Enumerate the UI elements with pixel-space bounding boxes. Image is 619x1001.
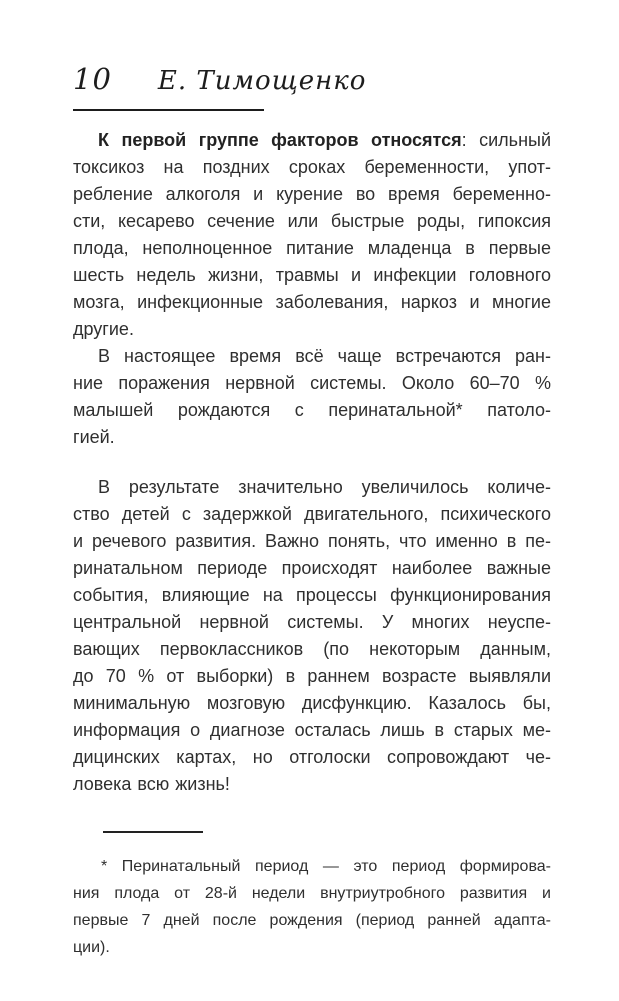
text-line: [73, 343, 551, 370]
text-segment: дицинских картах, но отголоски сопровождают че-: [73, 747, 551, 767]
text-segment: ния плода от 28-й недели внутриутробного развития и: [73, 885, 551, 902]
text-line: [73, 555, 551, 582]
text-line: [73, 880, 551, 907]
text-line: [73, 181, 551, 208]
bold-text-segment: К первой группе факторов относятся: [98, 130, 462, 150]
text-line: [73, 853, 551, 880]
text-segment: другие.: [73, 319, 134, 339]
text-segment: минимальную мозговую дисфункцию. Казалось бы,: [73, 693, 551, 713]
text-segment: В результате значительно увеличилось количе-: [98, 477, 551, 497]
text-line: [73, 528, 551, 555]
text-segment: и речевого развития. Важно понять, что именно в пе-: [73, 531, 551, 551]
text-line: [73, 934, 551, 961]
text-segment: мозга, инфекционные заболевания, наркоз и многие: [73, 292, 551, 312]
text-segment: ринатальном периоде происходят наиболее важные: [73, 558, 551, 578]
footnote-divider: [103, 831, 203, 833]
text-line: [73, 262, 551, 289]
text-segment: плода, неполноценное питание младенца в первые: [73, 238, 551, 258]
text-segment: ребление алкоголя и курение во время беременно-: [73, 184, 551, 204]
text-segment: В настоящее время всё чаще встречаются ран-: [98, 346, 551, 366]
text-line: [73, 744, 551, 771]
text-segment: гией.: [73, 427, 115, 447]
text-segment: до 70 % от выборки) в раннем возрасте выявляли: [73, 666, 551, 686]
text-line: [73, 289, 551, 316]
text-segment: центральной нервной системы. У многих неуспе-: [73, 612, 551, 632]
text-segment: вающих первоклассников (по некоторым данным,: [73, 639, 551, 659]
text-line: [73, 154, 551, 181]
text-segment: первые 7 дней после рождения (период ранней адапта-: [73, 912, 551, 929]
text-segment: ции).: [73, 939, 110, 956]
running-head: [73, 62, 551, 102]
text-segment: токсикоз на поздних сроках беременности, упот-: [73, 157, 551, 177]
text-line: [73, 501, 551, 528]
text-line: [73, 316, 551, 343]
paragraph-result: [73, 474, 551, 798]
text-segment: : сильный: [461, 130, 551, 150]
page-header: [73, 62, 551, 111]
page-body: [73, 127, 551, 798]
text-segment: шесть недель жизни, травмы и инфекции головного: [73, 265, 551, 285]
text-segment: события, влияющие на процессы функционирования: [73, 585, 551, 605]
page-number: 10: [73, 62, 112, 96]
header-rule: [73, 109, 264, 111]
text-line: [73, 717, 551, 744]
text-line: [73, 771, 551, 798]
text-segment: ловека всю жизнь!: [73, 774, 230, 794]
text-line: [73, 609, 551, 636]
text-segment: * Перинатальный период — это период формирова-: [101, 858, 551, 875]
paragraph-first-group-factors: [73, 127, 551, 343]
text-segment: малышей рождаются с перинатальной* патоло-: [73, 400, 551, 420]
text-line: [73, 235, 551, 262]
running-head-author: Е. Тимощенко: [157, 66, 367, 96]
text-line: [73, 127, 551, 154]
text-line: [73, 582, 551, 609]
text-segment: информация о диагнозе осталась лишь в старых ме-: [73, 720, 551, 740]
text-line: [73, 370, 551, 397]
text-line: [73, 907, 551, 934]
text-line: [73, 208, 551, 235]
text-line: [73, 424, 551, 451]
footnote-section: [73, 831, 551, 961]
text-line: [73, 474, 551, 501]
paragraph-early-lesions: [73, 343, 551, 451]
text-segment: сти, кесарево сечение или быстрые роды, гипоксия: [73, 211, 551, 231]
text-line: [73, 663, 551, 690]
text-segment: ние поражения нервной системы. Около 60–70 %: [73, 373, 551, 393]
text-line: [73, 690, 551, 717]
footnote-text: [73, 853, 551, 961]
text-line: [73, 397, 551, 424]
text-segment: ство детей с задержкой двигательного, психического: [73, 504, 551, 524]
text-line: [73, 636, 551, 663]
